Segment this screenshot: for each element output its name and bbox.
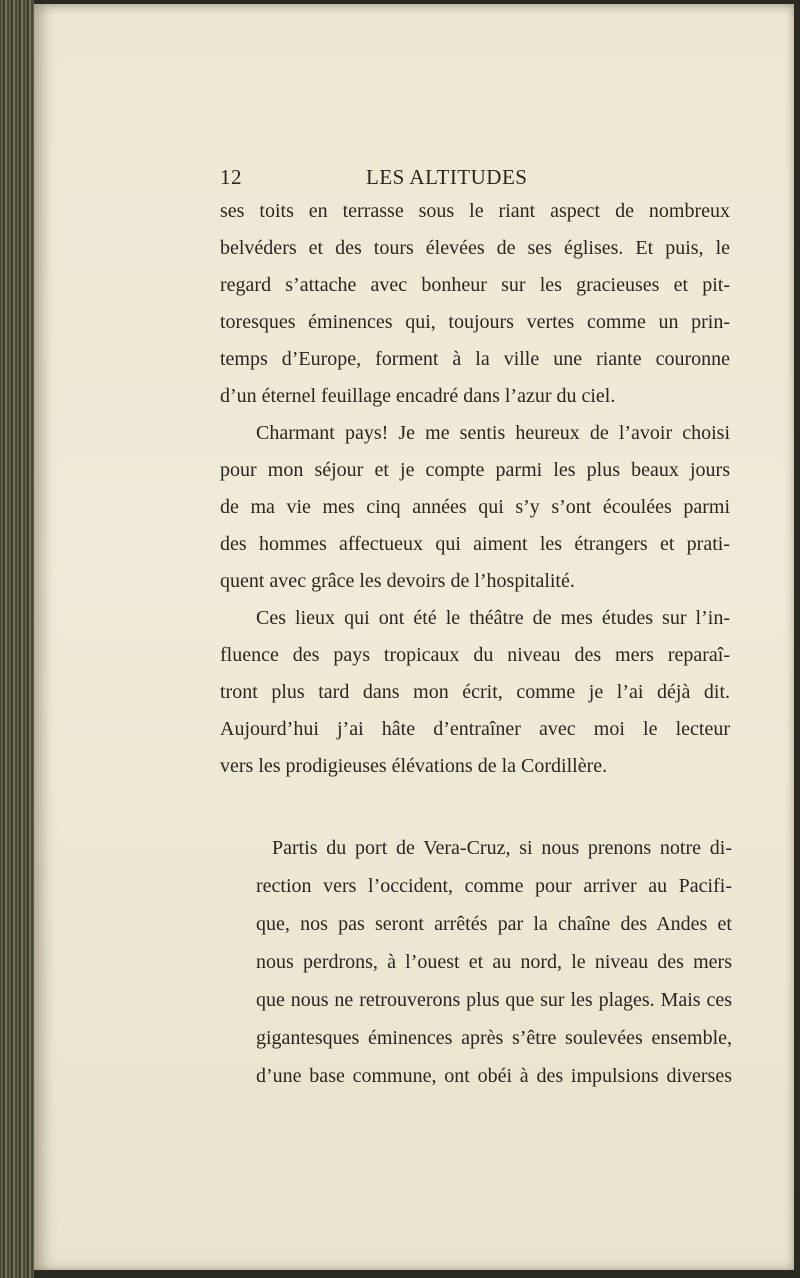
book-right-edge [794, 0, 800, 1278]
text-line: gigantesques éminences après s’être soulevées ensemble, [256, 1027, 732, 1049]
text-line: Ces lieux qui ont été le théâtre de mes études sur l’in- [256, 607, 730, 629]
text-line: des hommes affectueux qui aiment les étrangers et prati- [220, 533, 730, 555]
text-line: quent avec grâce les devoirs de l’hospitalité. [220, 570, 575, 592]
text-line: fluence des pays tropicaux du niveau des mers reparaî- [220, 644, 730, 666]
text-line: Partis du port de Vera-Cruz, si nous prenons notre di- [272, 837, 732, 859]
text-line: nous perdrons, à l’ouest et au nord, le niveau des mers [256, 951, 732, 973]
text-line: regard s’attache avec bonheur sur les gracieuses et pit- [220, 274, 730, 296]
text-line: ses toits en terrasse sous le riant aspect de nombreux [220, 200, 730, 222]
text-line: d’un éternel feuillage encadré dans l’azur du ciel. [220, 385, 616, 407]
text-line: Charmant pays! Je me sentis heureux de l’avoir choisi [256, 422, 730, 444]
text-line: vers les prodigieuses élévations de la Cordillère. [220, 755, 608, 777]
text-line: pour mon séjour et je compte parmi les plus beaux jours [220, 459, 730, 481]
text-line: toresques éminences qui, toujours vertes comme un prin- [220, 311, 730, 333]
text-line: tront plus tard dans mon écrit, comme je l’ai déjà dit. [220, 681, 730, 703]
book-bottom-edge [34, 1270, 800, 1278]
text-line: rection vers l’occident, comme pour arriver au Pacifi- [256, 875, 732, 897]
running-title: LES ALTITUDES [366, 165, 528, 189]
page-header [220, 165, 730, 195]
text-line: d’une base commune, ont obéi à des impulsions diverses [256, 1065, 732, 1087]
text-line: de ma vie mes cinq années qui s’y s’ont écoulées parmi [220, 496, 730, 518]
text-line: que nous ne retrouverons plus que sur les plages. Mais ces [256, 989, 732, 1011]
text-line: belvéders et des tours élevées de ses églises. Et puis, le [220, 237, 730, 259]
text-line: temps d’Europe, forment à la ville une riante couronne [220, 348, 730, 370]
book-spine [0, 0, 34, 1278]
text-line: Aujourd’hui j’ai hâte d’entraîner avec moi le lecteur [220, 718, 730, 740]
page-number: 12 [220, 165, 242, 189]
text-line: que, nos pas seront arrêtés par la chaîne des Andes et [256, 913, 732, 935]
